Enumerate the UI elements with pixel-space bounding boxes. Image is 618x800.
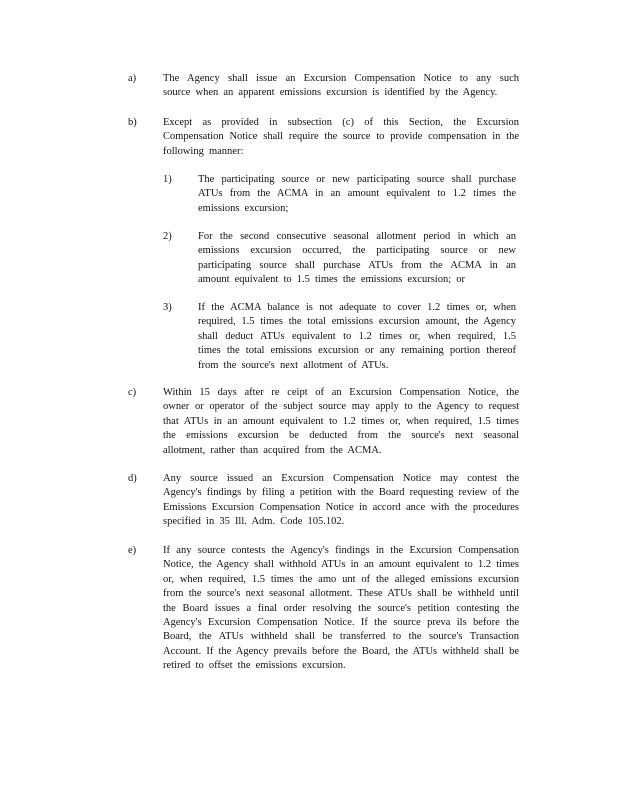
paragraph-text: If the ACMA balance is not adequate to cover 1.2 times or, when required, 1.5 times the total emissions excursion amount, the Agency shall deduct ATUs equivalent to 1.2 times or, when required, 1.5 times the total emissions excursion or any remaining portion thereof from the source's next allotment of ATUs. bbox=[198, 302, 516, 371]
subsection-text: Except as provided in subsection (c) of this Section, the Excursion Compensation Notice shall require the source to provide compensation in the following manner: bbox=[163, 117, 519, 157]
paragraph-marker: 3) bbox=[163, 302, 172, 313]
subsection-marker: e) bbox=[128, 545, 137, 556]
paragraph-text: The participating source or new participating source shall purchase ATUs from the ACMA in an amount equivalent to 1.2 times the emissions excursion; bbox=[198, 174, 516, 214]
subsection-marker: d) bbox=[128, 473, 137, 484]
paragraph-marker: 1) bbox=[163, 174, 172, 185]
subsection-text: Within 15 days after re ceipt of an Excursion Compensation Notice, the owner or operator of the subject source may apply to the Agency to request that ATUs in an amount equivalent to 1.2 times or, when required, 1.5 times the emissions excursion be deducted from the source's next seasonal allotment, rather than acquired from the ACMA. bbox=[163, 387, 519, 456]
paragraph-text: For the second consecutive seasonal allotment period in which an emissions excursion occurred, the participating source or new participating source shall purchase ATUs from the ACMA in an amount equivalent to 1.5 times the emissions excursion; or bbox=[198, 231, 516, 286]
subsection-text: If any source contests the Agency's findings in the Excursion Compensation Notice, the Agency shall withhold ATUs in an amount equivalent to 1.2 times or, when required, 1.5 times the amo unt of the alleged emissions excursion from the source's next seasonal allotment. These ATUs shall be withheld until the Board issues a final order resolving the source's petition contesting the Agency's Excursion Compensation Notice. If the source preva ils before the Board, the ATUs withheld shall be transferred to the source's Transaction Account. If the Agency prevails before the Board, the ATUs withheld shall be retired to offset the emissions excursion. bbox=[163, 545, 519, 672]
subsection-marker: c) bbox=[128, 387, 137, 398]
subsection-text: The Agency shall issue an Excursion Compensation Notice to any such source when an apparent emissions excursion is identified by the Agency. bbox=[163, 73, 519, 99]
subsection-marker: a) bbox=[128, 73, 137, 84]
subsection-marker: b) bbox=[128, 117, 137, 128]
subsection-text: Any source issued an Excursion Compensation Notice may contest the Agency's findings by filing a petition with the Board requesting review of the Emissions Excursion Compensation Notice in accord ance with the procedures specified in 35 Ill. Adm. Code 105.102. bbox=[163, 473, 519, 528]
paragraph-marker: 2) bbox=[163, 231, 172, 242]
